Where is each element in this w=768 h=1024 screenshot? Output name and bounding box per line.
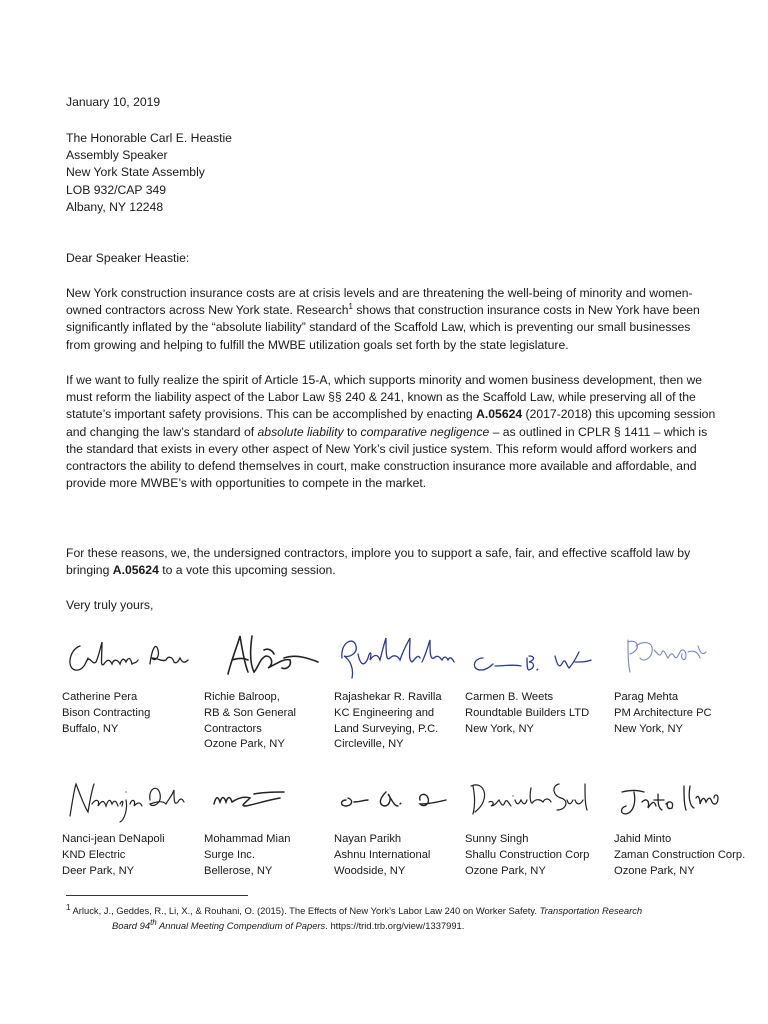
signatory-line: Contractors	[204, 722, 262, 735]
footnote-authors: Arluck, J., Geddes, R., Li, X., & Rouhani, O. (2015). The Effects of New York’s Labor Law 240 on Worker Safety.	[70, 905, 540, 916]
paragraph-text: For these reasons, we, the undersigned contractors, implore you to support a safe, fair, and effective scaffold law by bringing	[66, 546, 691, 578]
signatory-singh	[465, 770, 600, 879]
signature-image	[334, 770, 464, 826]
footnote-journal: Annual Meeting Compendium of Papers	[156, 920, 326, 931]
signatory-name: Jahid Minto	[614, 833, 672, 845]
term-comparative-negligence: comparative negligence	[360, 424, 490, 439]
paragraph-text: (2017-2018) this upcoming session and changing the law’s standard of	[66, 407, 716, 439]
footnote-url: . https://trid.trb.org/view/1337991.	[325, 920, 465, 931]
signatory-line: Roundtable Builders LTD	[465, 706, 590, 719]
signatory-line: Ozone Park, NY	[204, 738, 285, 751]
signatory-line: Bison Contracting	[62, 706, 151, 719]
signatory-weets	[465, 628, 600, 737]
signatory-name: Catherine Pera	[62, 691, 138, 703]
signatory-line: Surge Inc.	[204, 848, 255, 861]
recipient-line: LOB 932/CAP 349	[66, 182, 167, 197]
signatory-minto	[614, 770, 749, 879]
signatory-pera	[62, 628, 197, 737]
recipient-line: Assembly Speaker	[66, 148, 168, 163]
bill-number: A.05624	[476, 407, 523, 422]
signatory-line: RB & Son General	[204, 706, 297, 719]
footnote-marker: 1	[348, 302, 353, 312]
footnote-divider	[66, 895, 248, 896]
footnote-number: 1	[66, 902, 71, 912]
signature-image	[614, 628, 744, 684]
signatory-line: New York, NY	[614, 722, 684, 735]
recipient-address	[66, 130, 716, 216]
paragraph-3	[66, 545, 716, 579]
signature-row	[62, 628, 762, 751]
signatory-name: Sunny Singh	[465, 833, 529, 845]
signatory-name: Nanci-jean DeNapoli	[62, 833, 165, 845]
signatory-name: Richie Balroop,	[204, 691, 280, 703]
bill-number: A.05624	[112, 563, 159, 578]
signatory-line: Circleville, NY	[334, 738, 404, 751]
signature-image	[204, 770, 334, 826]
signatory-line: Deer Park, NY	[62, 864, 135, 877]
signature-image	[614, 770, 744, 826]
signature-image	[465, 628, 595, 684]
signature-row	[62, 770, 762, 886]
signatory-line: Zaman Construction Corp.	[614, 848, 746, 861]
paragraph-text: to	[343, 424, 361, 439]
signatory-line: Ashnu International	[334, 848, 431, 861]
closing: Very truly yours,	[66, 598, 154, 612]
paragraph-1	[66, 285, 716, 354]
signature-image	[62, 770, 192, 826]
paragraph-text: New York construction insurance costs are at crisis levels and are threatening the well-being of minority and women-owned contractors across New York state. Research	[66, 286, 693, 318]
signatory-mian	[204, 770, 339, 879]
signature-image	[334, 628, 464, 684]
signatory-line: Land Surveying, P.C.	[334, 722, 439, 735]
paragraph-text: to a vote this upcoming session.	[158, 563, 336, 578]
footnote-journal-sup: th	[150, 917, 157, 927]
paragraph-text: – as outlined in CPLR § 1411 – which is the standard that exists in every other aspect of New York’s civil justice system. This reform would afford workers and contractors the ability to defend themselves in court, make construction insurance more available and affordable, and provide more MWBE’s with opportunities to compete in the market.	[66, 424, 708, 491]
signatory-parikh	[334, 770, 469, 879]
signatory-name: Rajashekar R. Ravilla	[334, 691, 442, 703]
paragraph-text: If we want to fully realize the spirit of Article 15-A, which supports minority and women business development, then we must reform the liability aspect of the Labor Law §§ 240 & 241, known as the Scaffold Law, while preserving all of the statute’s important safety provisions. This can be accomplished by enacting	[66, 373, 703, 422]
signatory-line: PM Architecture PC	[614, 706, 712, 719]
signatory-name: Parag Mehta	[614, 691, 679, 703]
signatory-line: KND Electric	[62, 848, 126, 861]
signatory-mehta	[614, 628, 749, 737]
signatory-line: Bellerose, NY	[204, 864, 273, 877]
signature-image	[204, 628, 334, 684]
signatory-line: Shallu Construction Corp	[465, 848, 590, 861]
signatory-line: Buffalo, NY	[62, 722, 119, 735]
footnote-journal: Board 94	[112, 920, 151, 931]
signatory-name: Mohammad Mian	[204, 833, 291, 845]
paragraph-text: shows that construction insurance costs in New York have been significantly inflated by the “absolute liability” standard of the Scaffold Law, which is preventing our small businesses from growing and helping to fulfill the MWBE utilization goals set forth by the state legislature.	[66, 303, 700, 352]
footnote-journal: Transportation Research	[539, 905, 643, 916]
signatory-line: Ozone Park, NY	[465, 864, 546, 877]
paragraph-2	[66, 372, 716, 492]
signatory-line: New York, NY	[465, 722, 535, 735]
signatory-name: Nayan Parikh	[334, 833, 402, 845]
footnote	[66, 903, 726, 933]
signatory-name: Carmen B. Weets	[465, 691, 554, 703]
signatory-balroop	[204, 628, 339, 753]
recipient-line: New York State Assembly	[66, 165, 205, 180]
signatory-line: Woodside, NY	[334, 864, 406, 877]
signature-image	[62, 628, 192, 684]
salutation: Dear Speaker Heastie:	[66, 251, 190, 265]
signature-image	[465, 770, 595, 826]
letter-date: January 10, 2019	[66, 95, 161, 109]
recipient-line: Albany, NY 12248	[66, 199, 164, 214]
signatory-line: KC Engineering and	[334, 706, 435, 719]
signatory-line: Ozone Park, NY	[614, 864, 695, 877]
signatory-denapoli	[62, 770, 197, 879]
recipient-line: The Honorable Carl E. Heastie	[66, 131, 232, 145]
signatory-ravilla	[334, 628, 469, 753]
term-absolute-liability: absolute liability	[257, 424, 344, 439]
